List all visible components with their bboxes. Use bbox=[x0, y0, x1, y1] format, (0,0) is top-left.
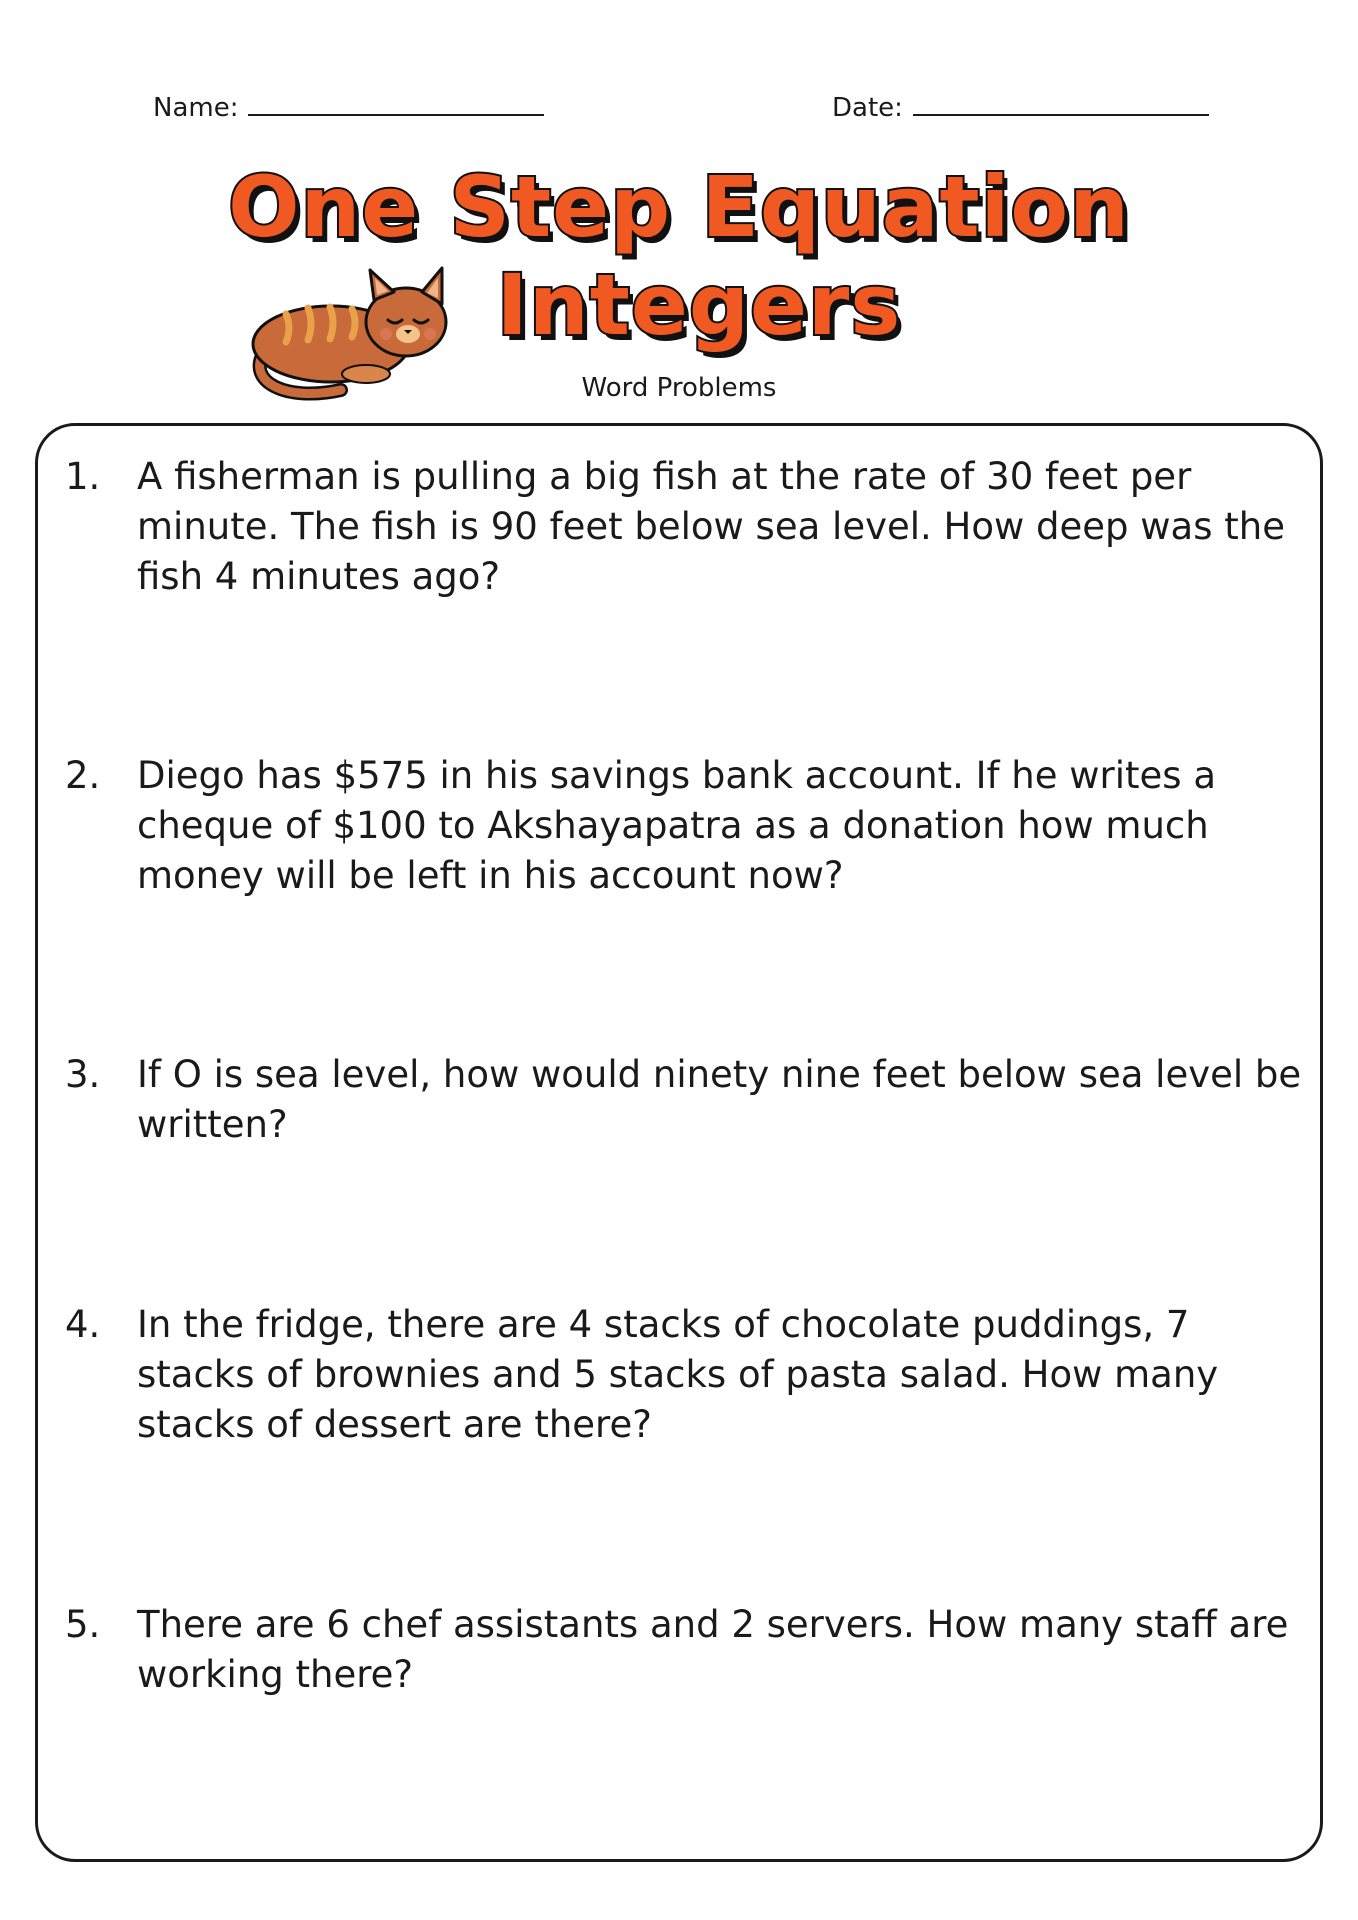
worksheet-title-line-2: Integers bbox=[496, 256, 902, 354]
problem-text: There are 6 chef assistants and 2 servers. How many staff are working there? bbox=[137, 1603, 1289, 1696]
name-field bbox=[153, 92, 544, 123]
problem-number: 2. bbox=[65, 754, 101, 797]
problem-text: A fisherman is pulling a big fish at the rate of 30 feet per minute. The fish is 90 feet below sea level. How deep was the fish 4 minutes ago? bbox=[137, 455, 1285, 598]
date-blank-line[interactable] bbox=[913, 92, 1209, 116]
problem-text: If O is sea level, how would ninety nine feet below sea level be written? bbox=[137, 1053, 1302, 1146]
problem-5 bbox=[65, 1600, 1315, 1700]
problem-number: 4. bbox=[65, 1303, 101, 1346]
problem-number: 3. bbox=[65, 1053, 101, 1096]
problem-number: 5. bbox=[65, 1603, 101, 1646]
problem-2 bbox=[65, 751, 1315, 901]
worksheet-title-line-1: One Step Equation bbox=[228, 158, 1130, 256]
problem-text: In the fridge, there are 4 stacks of chocolate puddings, 7 stacks of brownies and 5 stacks of pasta salad. How many stacks of dessert are there? bbox=[137, 1303, 1219, 1446]
name-label: Name: bbox=[153, 93, 239, 123]
problem-1 bbox=[65, 452, 1315, 602]
worksheet-subtitle: Word Problems bbox=[581, 373, 777, 403]
problem-3 bbox=[65, 1050, 1315, 1150]
name-blank-line[interactable] bbox=[248, 92, 544, 116]
date-label: Date: bbox=[832, 93, 903, 123]
problem-4 bbox=[65, 1300, 1315, 1450]
problem-text: Diego has $575 in his savings bank account. If he writes a cheque of $100 to Akshayapatra as a donation how much money will be left in his account now? bbox=[137, 754, 1216, 897]
problem-number: 1. bbox=[65, 455, 101, 498]
date-field bbox=[832, 92, 1209, 123]
